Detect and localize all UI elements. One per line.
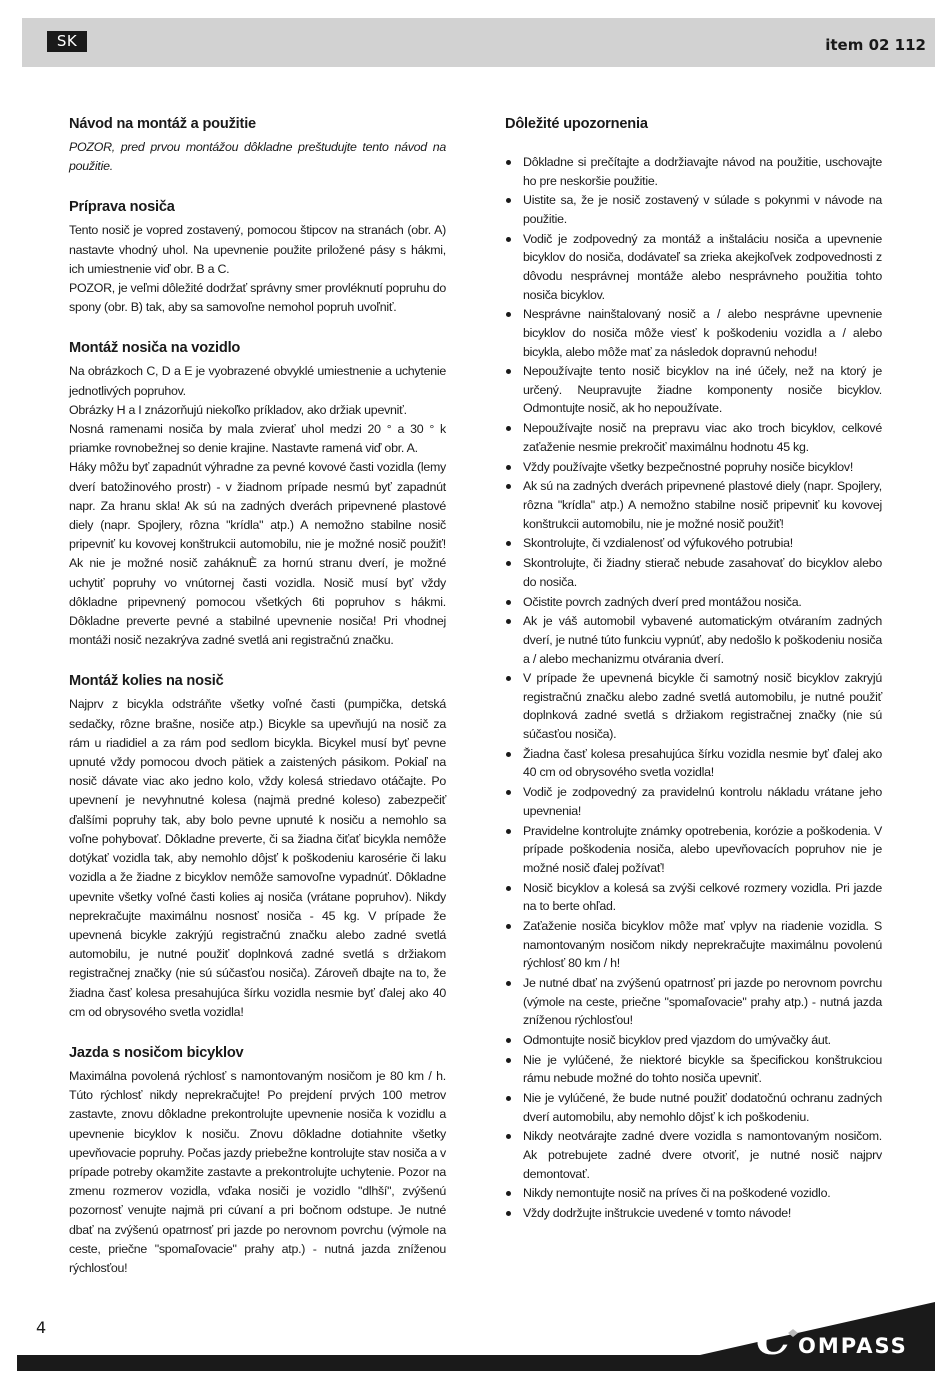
note-item <box>505 230 882 304</box>
compass-logo <box>756 1314 916 1365</box>
bullet-icon <box>506 541 511 546</box>
bullet-icon <box>506 426 511 431</box>
bullet-icon <box>506 1211 511 1216</box>
note-text: Žiadna časť kolesa presahujúca šírku vozidla nesmie byť ďalej ako 40 cm od obrysového svetla vozidla! <box>523 746 882 780</box>
note-text: Zaťaženie nosiča bicyklov môže mať vplyv na riadenie vozidla. S namontovaným nosičom nikdy neprekračujte maximálnu povolenú rýchlosť 80 km / h! <box>523 918 882 971</box>
note-item <box>505 1051 882 1088</box>
paragraph: Nosná ramenami nosiča by mala zvierať uhol medzi 20 ° a 30 ° k priamke rovnobežnej so denie krajine. Nastavte ramená viď obr. A. <box>69 422 446 456</box>
note-text: Nesprávne nainštalovaný nosič a / alebo nesprávne upevnenie bicyklov do nosiča môže viesť k poškodeniu vozidla a / alebo bicykla, alebo môže mať za následok dopravnú nehodu! <box>523 307 882 359</box>
note-text: Očistite povrch zadných dverí pred montážou nosiča. <box>523 594 802 609</box>
note-text: Uistite sa, že je nosič zostavený v súlade s pokynmi v návode na použitie. <box>523 193 882 226</box>
bullet-icon <box>506 1096 511 1101</box>
note-item <box>505 534 882 553</box>
note-item <box>505 305 882 361</box>
note-text: Odmontujte nosič bicyklov pred vjazdom do umývačky áut. <box>523 1032 831 1047</box>
bullet-icon <box>506 619 511 624</box>
note-text: Ak sú na zadných dverách pripevnené plastové diely (napr. Spojlery, rôzna "krídla" atp.) A nemožno stabilne nosič pripevniť ku kovovej konštrukcii automobilu, nie je možné nosič použiť! <box>523 479 882 531</box>
note-item <box>505 1127 882 1183</box>
bullet-icon <box>506 886 511 891</box>
note-text: Nepoužívajte nosič na prepravu viac ako troch bicyklov, celkové zaťaženie nesmie prekročiť maximálnu hodnotu 45 kg. <box>523 421 882 454</box>
note-item <box>505 554 882 591</box>
item-number: item 02 112 <box>825 36 926 54</box>
section-title: Príprava nosiča <box>69 199 175 216</box>
note-item <box>505 1089 882 1126</box>
bullet-icon <box>506 237 511 242</box>
note-text: V prípade že upevnená bicykle či samotný nosič bicyklov zakryjú registračnú značku alebo zadné svetlá automobilu, je nutné použiť doplnková zadné svetlá s držiakom registračnej značky (nie sú súčasťou nosiča). <box>523 671 882 742</box>
bullet-icon <box>506 198 511 203</box>
note-text: Nikdy nemontujte nosič na príves či na poškodené vozidlo. <box>523 1186 831 1201</box>
important-notes-list <box>505 153 882 1223</box>
bullet-icon <box>506 600 511 605</box>
note-text: Nosič bicyklov a kolesá sa zvýši celkové rozmery vozidla. Pri jazde na to berte ohľad. <box>523 880 882 914</box>
bullet-icon <box>506 829 511 834</box>
note-item <box>505 917 882 973</box>
paragraph: Maximálna povolená rýchlosť s namontovaným nosičom je 80 km / h. Túto rýchlosť nikdy neprekračujte! Po prejdení prvých 100 metrov zastavte, znovu dôkladne prekontrolujte upevnenie nosiča k vozidlu a upevnenie bicyklov k nosiču. Znovu dôkladne dotiahnite všetky upevňovacie popruhy. Počas jazdy priebežne kontrolujte stav nosiča a v prípade potreby okamžite zastavte a prekontrolujte uchytenie. Pozor na zmenu rozmerov vozidla, vďaka nosiči je vozidlo "dlhší", zvýšenú pozornosť venujte najmä pri cúvaní a pri bočnom odstupe. Je nutné dbať na zvýšenú opatrnosť pri jazde po nerovnom povrchu (výmole na ceste, priečne "spomaľovacie" prahy atp.) - nutná jazda zníženou rýchlosťou! <box>69 1068 446 1275</box>
section-title: Návod na montáž a použitie <box>69 116 256 132</box>
section-title: Jazda s nosičom bicyklov <box>69 1044 244 1061</box>
bullet-icon <box>506 676 511 681</box>
note-item <box>505 745 882 782</box>
note-text: Vždy dodržujte inštrukcie uvedené v tomto návode! <box>523 1206 792 1221</box>
paragraph: Háky môžu byť zapadnút výhradne za pevné kovové časti vozidla (lemy dverí batožinového prostr) - v žiadnom prípade nesmú byť zapadnút napr. Za hranu skla! Ak sú na zadných dverách pripevnené plastové diely (napr. Spojlery, rôzna "krídla" atp.) A nemožno stabilne nosič pripevniť ku kovovej konštrukcii automobilu, nie je možné nosič použiť! Ak nie je možné nosič zaháknuÈ za hornú stranu dverí, je možné uchytiť popruhy vo vnútornej časti vozidla. Nosič musí byť vždy dôkladne pripevnený pomocou všetkých 6ti popruhov s hákmi. Dôkladne preverte pevné a stabilné upevnenie nosiča! Pri vhodnej montáži nosič nezakrýva zadné svetlá ani registračnú značku. <box>69 460 446 648</box>
bullet-icon <box>506 1191 511 1196</box>
paragraph: Obrázky H a I znázorňujú niekoľko príkladov, ako držiak upevniť. <box>69 402 407 417</box>
note-item <box>505 419 882 456</box>
note-item <box>505 362 882 418</box>
language-badge: SK <box>47 31 87 52</box>
paragraph: POZOR, je veľmi dôležité dodržať správny smer provléknutí popruhu do spony (obr. B) tak, aby sa samovoľne nemohol popruh uvoľniť. <box>69 281 446 315</box>
note-item <box>505 593 882 612</box>
logo-initial: C <box>756 1314 792 1365</box>
note-item <box>505 879 882 916</box>
right-column <box>505 115 882 1224</box>
note-item <box>505 974 882 1030</box>
note-text: Skontrolujte, či žiadny stierač nebude zasahovať do bicyklov alebo do nosiča. <box>523 556 882 589</box>
paragraph: Na obrázkoch C, D a E je vyobrazené obvyklé umiestnenie a uchytenie jednotlivých popruhov. <box>69 364 446 398</box>
note-text: Vodič je zodpovedný za pravidelnú kontrolu nákladu vrátane jeho upevnenia! <box>523 785 882 818</box>
paragraph: Tento nosič je vopred zostavený, pomocou štipcov na stranách (obr. A) nastavte vhodný uhol. Na upevnenie použite priložené pásy s hákmi, ich umiestnenie viď obr. B a C. <box>69 223 446 276</box>
note-text: Pravidelne kontrolujte známky opotrebenia, korózie a poškodenia. V prípade poškodenia nosiča, alebo upevňovacích popruhov nie je možné nosič ďalej požívať! <box>523 823 882 875</box>
bullet-icon <box>506 160 511 165</box>
paragraph: Najprv z bicykla odstráňte všetky voľné časti (pumpička, detská sedačky, rôzne brašne, nosiče atp.) Bicykle sa upevňujú na nosič za rám u riadidiel a za rám pod sedlom bicykla. Bicykel musí byť pevne upnuté vždy pomocou dvoch pätiek a zaistených pásikom. Pokiaľ na nosič dávate viac ako jedno kolo, vždy kolesá striedavo otáčajte. Po upevnení je nevyhnutné kolesa (najmä predné koleso) zabezpečiť ďalšími popruhy tak, aby bolo pevne upnuté k nosiču a nemohlo sa voľne pohybovať. Dôkladne preverte, či sa žiadna čiťať bicykla nemôže dotýkať vozidla tak, aby nemohlo dôjsť k poškodeniu karosérie či laku vozidla a že žiadne z bicyklov nemôže samovoľne vypadnúť. Dôkladne upevnite všetky voľné časti kolies aj nosiča (vrátane popruhov). Nikdy neprekračujte maximálnu nosnosť nosiča - 45 kg. V prípade že upevnená bicykle zakrýjú registračnú značku alebo zadné svetlá automobilu, je nutné použiť doplnková zadné svetlá s držiakom registračnej značky (nie sú súčasťou nosiča). Zároveň dbajte na to, že žiadna časť kolesa presahujúca šírku vozidla nesmie byť ďalej ako 40 cm od obrysového svetla vozidla! <box>69 697 446 1019</box>
bullet-icon <box>506 484 511 489</box>
warning-paragraph: POZOR, pred prvou montážou dôkladne preštudujte tento návod na použitie. <box>69 140 446 174</box>
bullet-icon <box>506 312 511 317</box>
note-item <box>505 1031 882 1050</box>
note-text: Nie je vylúčené, že bude nutné použiť dodatočnú ochranu zadných dverí automobilu, aby nemohlo dôjsť k ich poškodeniu. <box>523 1091 882 1124</box>
section-mounting-bikes <box>69 672 446 1021</box>
section-title-important-notes: Dôležité upozornenia <box>505 116 648 132</box>
note-text: Je nutné dbať na zvýšenú opatrnosť pri jazde po nerovnom povrchu (výmole na ceste, priečne "spomaľovacie" prahy atp.) - nutná jazda zníženou rýchlosťou! <box>523 975 882 1028</box>
bullet-icon <box>506 790 511 795</box>
bullet-icon <box>506 465 511 470</box>
bullet-icon <box>506 1038 511 1043</box>
left-column <box>69 115 446 1300</box>
bullet-icon <box>506 752 511 757</box>
note-text: Ak je váš automobil vybavené automatickým otváraním zadných dverí, je nutné túto funkciu vypnúť, aby nedošlo k poškodeniu nosiča a / alebo mechanizmu otvárania dverí. <box>523 614 882 666</box>
note-item <box>505 477 882 533</box>
note-text: Nie je vylúčené, že niektoré bicykle sa špecifickou konštrukciou rámu nebude možné do tohto nosiča upevniť. <box>523 1052 882 1086</box>
bullet-icon <box>506 981 511 986</box>
note-item <box>505 191 882 228</box>
note-item <box>505 822 882 878</box>
bullet-icon <box>506 369 511 374</box>
section-assembly-instructions <box>69 115 446 176</box>
section-driving-with-carrier <box>69 1044 446 1278</box>
section-carrier-preparation <box>69 198 446 317</box>
bullet-icon <box>506 1134 511 1139</box>
note-text: Nepoužívajte tento nosič bicyklov na iné účely, než na ktorý je určený. Neupravujte žiadne komponenty nosiče bicyklov. Odmontujte nosič, ak ho nepoužívate. <box>523 364 882 416</box>
note-text: Dôkladne si prečítajte a dodržiavajte návod na použitie, uschovajte ho pre neskoršie použitie. <box>523 155 882 188</box>
note-item <box>505 458 882 477</box>
bullet-icon <box>506 924 511 929</box>
logo-rest: OMPASS <box>798 1334 908 1358</box>
section-mounting-on-vehicle <box>69 339 446 650</box>
section-title: Montáž kolies na nosič <box>69 673 224 690</box>
note-text: Vodič je zodpovedný za montáž a inštaláciu nosiča a upevnenie bicyklov do nosiča, dodávateľ sa zrieka akejkoľvek zodpovednosti z dôvodu nesprávnej montáže alebo nesprávneho použitia tohto nosiča bicyklov. <box>523 231 882 302</box>
header-bar <box>22 18 935 67</box>
note-item <box>505 669 882 743</box>
section-title: Montáž nosiča na vozidlo <box>69 340 241 357</box>
note-item <box>505 1184 882 1203</box>
note-item <box>505 1204 882 1223</box>
bullet-icon <box>506 561 511 566</box>
page-number: 4 <box>36 1318 47 1337</box>
note-text: Nikdy neotvárajte zadné dvere vozidla s namontovaným nosičom. Ak potrebujete zadné dvere otvoriť, je nutné nosič najprv demontovať. <box>523 1129 882 1181</box>
note-item <box>505 783 882 820</box>
note-text: Skontrolujte, či vzdialenosť od výfukového potrubia! <box>523 536 793 551</box>
bullet-icon <box>506 1058 511 1063</box>
note-item <box>505 612 882 668</box>
note-text: Vždy používajte všetky bezpečnostné popruhy nosiče bicyklov! <box>523 459 854 474</box>
note-item <box>505 153 882 190</box>
